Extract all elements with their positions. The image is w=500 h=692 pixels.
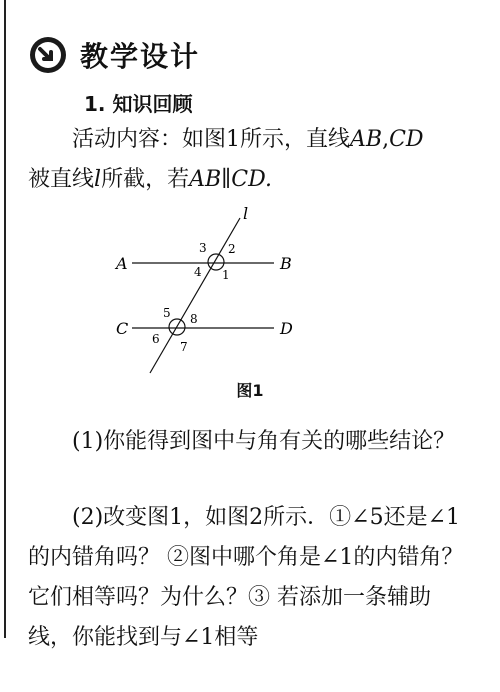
subheading: 1. 知识回顾: [84, 92, 193, 116]
section-header: [28, 35, 200, 75]
label-d: D: [280, 319, 293, 338]
parallel-condition: AB∥CD.: [189, 167, 272, 192]
angle-8-label: 8: [190, 312, 198, 326]
angle-1-label: 1: [222, 268, 230, 282]
separator: ,: [382, 127, 390, 152]
line-l-drawn: [150, 218, 240, 373]
label-c: C: [116, 319, 129, 338]
figure-1-diagram: [100, 205, 340, 375]
label-l: l: [243, 205, 249, 223]
angle-6-label: 6: [152, 332, 160, 346]
activity-paragraph: [28, 120, 468, 200]
angle-3-label: 3: [199, 241, 207, 255]
transversal-l: l: [94, 167, 102, 192]
angle-7-label: 7: [180, 340, 188, 354]
activity-prefix: 活动内容：如图1所示，直线: [72, 127, 350, 152]
label-a: A: [116, 254, 128, 273]
line-ab: AB: [350, 127, 383, 152]
line-cd: CD: [389, 127, 424, 152]
angle-5-label: 5: [163, 306, 171, 320]
label-b: B: [280, 254, 292, 273]
figure-caption: 图1: [236, 381, 264, 400]
activity-mid: 被直线: [28, 167, 95, 192]
question-1: (1)你能得到图中与角有关的哪些结论？: [72, 429, 456, 454]
angle-2-label: 2: [228, 242, 236, 256]
page-left-border: [4, 0, 6, 638]
angle-4-label: 4: [194, 265, 202, 279]
arrow-circle-icon: [28, 35, 68, 75]
question-2: (2)改变图1，如图2所示．①∠5还是∠1的内错角吗？ ②图中哪个角是∠1的内错角？它们相等吗？为什么？③ 若添加一条辅助线，你能找到与∠1相等: [28, 505, 464, 650]
section-title: 教学设计: [80, 40, 201, 73]
activity-mid2: 所截，若: [101, 167, 190, 192]
